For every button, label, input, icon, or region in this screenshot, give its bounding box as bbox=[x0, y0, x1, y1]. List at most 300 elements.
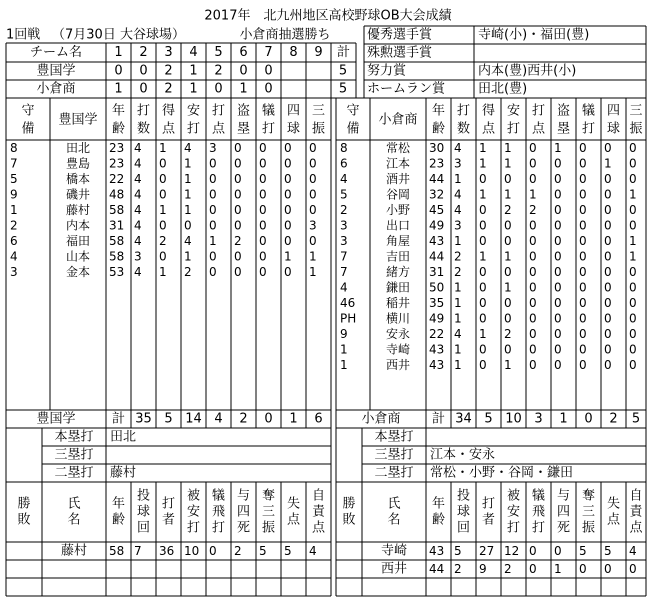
inning-score: 1 bbox=[189, 63, 198, 79]
left-team-header: 豊国学 bbox=[58, 112, 98, 128]
player-stat-age: 32 bbox=[429, 187, 445, 202]
player-stat-bb: 1 bbox=[284, 249, 292, 264]
pitch-stat-ip: 7 bbox=[134, 544, 142, 558]
player-name: 豊島 bbox=[65, 156, 91, 171]
player-stat-ab: 1 bbox=[454, 357, 462, 372]
player-stat-so: 0 bbox=[629, 280, 637, 295]
right-totals-team: 小倉商 bbox=[361, 411, 401, 427]
player-stat-so: 0 bbox=[309, 171, 317, 186]
player-stat-sb: 0 bbox=[554, 342, 562, 357]
player-stat-ab: 3 bbox=[454, 156, 462, 171]
player-stat-so: 0 bbox=[629, 311, 637, 326]
stat-header-bb: 球 bbox=[606, 121, 621, 137]
player-stat-age: 35 bbox=[429, 295, 445, 310]
position-header: 守 bbox=[346, 103, 360, 119]
pitch-stat-er: 4 bbox=[629, 544, 637, 558]
stat-header-rbi: 点 bbox=[211, 121, 226, 137]
player-stat-age: 58 bbox=[109, 202, 125, 217]
player-stat-h: 4 bbox=[184, 140, 192, 155]
pitch-header-bb: 与 bbox=[556, 488, 571, 504]
player-stat-so: 1 bbox=[629, 233, 637, 248]
hit-type-label: 三塁打 bbox=[374, 447, 414, 463]
pitch-header-age: 齢 bbox=[431, 512, 446, 528]
player-stat-ab: 2 bbox=[454, 249, 462, 264]
player-stat-ab: 4 bbox=[134, 202, 142, 217]
player-stat-bb: 0 bbox=[604, 264, 612, 279]
left-total-so: 6 bbox=[314, 411, 323, 427]
player-stat-rbi: 0 bbox=[529, 326, 537, 341]
player-stat-r: 1 bbox=[159, 140, 167, 155]
stat-header-sb: 塁 bbox=[556, 121, 571, 137]
player-name: 横川 bbox=[385, 311, 411, 326]
player-stat-sb: 0 bbox=[554, 156, 562, 171]
player-stat-r: 0 bbox=[479, 233, 487, 248]
player-stat-age: 49 bbox=[429, 311, 445, 326]
stat-header-sb: 盗 bbox=[236, 103, 251, 119]
stat-header-so: 三 bbox=[311, 103, 326, 119]
pitch-header-so: 奪 bbox=[261, 488, 276, 504]
right-total-sb: 1 bbox=[559, 411, 568, 427]
inning-header: 計 bbox=[336, 45, 351, 60]
player-stat-h: 2 bbox=[504, 202, 512, 217]
player-position: PH bbox=[340, 311, 357, 326]
right-total-rbi: 3 bbox=[534, 411, 543, 427]
player-stat-sac: 0 bbox=[579, 280, 587, 295]
pitch-stat-h: 10 bbox=[184, 544, 200, 558]
player-stat-h: 4 bbox=[184, 233, 192, 248]
player-stat-bb: 0 bbox=[604, 187, 612, 202]
pitch-stat-sf: 0 bbox=[209, 544, 217, 558]
pitch-header-r: 失 bbox=[286, 496, 301, 512]
player-position: 7 bbox=[340, 249, 348, 264]
player-stat-r: 1 bbox=[479, 156, 487, 171]
player-stat-sac: 0 bbox=[579, 311, 587, 326]
pitch-stat-ip: 5 bbox=[454, 544, 462, 558]
decision-header: 勝 bbox=[17, 496, 31, 512]
player-stat-h: 1 bbox=[504, 187, 512, 202]
pitch-header-bb: 死 bbox=[556, 520, 571, 536]
player-stat-bb: 0 bbox=[284, 218, 292, 233]
pitch-stat-bf: 36 bbox=[159, 544, 175, 558]
pitch-header-ip: 球 bbox=[136, 504, 151, 520]
player-stat-rbi: 2 bbox=[529, 202, 537, 217]
stat-header-age: 年 bbox=[111, 103, 126, 119]
player-stat-h: 1 bbox=[504, 357, 512, 372]
player-stat-sac: 0 bbox=[579, 295, 587, 310]
player-stat-h: 0 bbox=[184, 218, 192, 233]
player-stat-ab: 1 bbox=[454, 171, 462, 186]
stat-header-h: 安 bbox=[506, 103, 521, 119]
hit-players: 江本・安永 bbox=[430, 447, 496, 463]
player-stat-rbi: 0 bbox=[529, 233, 537, 248]
player-stat-h: 1 bbox=[184, 249, 192, 264]
player-position: 3 bbox=[340, 233, 348, 248]
player-position: 5 bbox=[10, 171, 18, 186]
player-name: 田北 bbox=[65, 140, 91, 155]
player-position: 9 bbox=[10, 187, 18, 202]
stat-header-age: 齢 bbox=[111, 121, 126, 137]
player-stat-bb: 0 bbox=[284, 187, 292, 202]
player-stat-h: 2 bbox=[504, 326, 512, 341]
stat-header-so: 三 bbox=[629, 103, 643, 119]
left-total-sb: 2 bbox=[239, 411, 248, 427]
player-stat-so: 0 bbox=[629, 202, 637, 217]
player-name: 藤村 bbox=[65, 202, 91, 217]
player-stat-bb: 0 bbox=[284, 202, 292, 217]
player-stat-so: 1 bbox=[629, 187, 637, 202]
player-stat-sac: 0 bbox=[579, 326, 587, 341]
pitch-stat-age: 44 bbox=[429, 562, 445, 576]
line-score-team: 豊国学 bbox=[36, 63, 76, 79]
stat-header-sb: 塁 bbox=[236, 121, 251, 137]
player-stat-r: 1 bbox=[479, 187, 487, 202]
left-totals-label: 計 bbox=[111, 411, 126, 427]
player-stat-rbi: 0 bbox=[529, 140, 537, 155]
pitch-header-ip: 回 bbox=[136, 520, 151, 536]
player-stat-age: 31 bbox=[109, 218, 125, 233]
player-position: 3 bbox=[10, 264, 18, 279]
pitch-stat-ip: 2 bbox=[454, 562, 462, 576]
player-stat-rbi: 0 bbox=[529, 357, 537, 372]
player-stat-sac: 0 bbox=[579, 218, 587, 233]
player-stat-so: 0 bbox=[629, 264, 637, 279]
player-stat-so: 0 bbox=[629, 326, 637, 341]
player-stat-sac: 0 bbox=[579, 342, 587, 357]
player-position: 4 bbox=[340, 171, 348, 186]
pitch-header-bf: 打 bbox=[161, 496, 176, 512]
stat-header-so: 振 bbox=[311, 121, 326, 137]
pitch-header-h: 安 bbox=[186, 504, 201, 520]
player-stat-sb: 0 bbox=[234, 140, 242, 155]
player-stat-h: 2 bbox=[184, 264, 192, 279]
player-stat-sb: 0 bbox=[554, 218, 562, 233]
player-stat-so: 0 bbox=[309, 202, 317, 217]
player-stat-r: 0 bbox=[479, 171, 487, 186]
player-stat-sac: 0 bbox=[259, 233, 267, 248]
player-name: 酒井 bbox=[385, 171, 411, 186]
position-header: 守 bbox=[21, 103, 35, 119]
pitch-header-er: 点 bbox=[311, 520, 326, 536]
player-stat-bb: 0 bbox=[604, 202, 612, 217]
stat-header-ab: 数 bbox=[456, 121, 471, 137]
player-stat-sac: 0 bbox=[579, 357, 587, 372]
pitch-header-bb: 与 bbox=[236, 488, 251, 504]
player-stat-rbi: 0 bbox=[209, 264, 217, 279]
inning-header: 3 bbox=[164, 45, 173, 60]
hit-players: 藤村 bbox=[110, 465, 137, 481]
inning-score: 0 bbox=[139, 81, 148, 97]
player-stat-r: 0 bbox=[159, 171, 167, 186]
hit-type-label: 本塁打 bbox=[374, 429, 414, 445]
player-stat-rbi: 0 bbox=[209, 218, 217, 233]
player-stat-so: 0 bbox=[309, 140, 317, 155]
pitch-header-sf: 打 bbox=[531, 520, 546, 536]
player-stat-sac: 0 bbox=[579, 171, 587, 186]
player-name: 橋本 bbox=[65, 171, 91, 186]
player-stat-h: 1 bbox=[184, 187, 192, 202]
pitch-header-h: 安 bbox=[506, 504, 521, 520]
player-position: 5 bbox=[340, 187, 348, 202]
player-name: 稲井 bbox=[385, 295, 411, 310]
award-winner: 内本(豊)西井(小) bbox=[478, 63, 577, 79]
player-stat-ab: 4 bbox=[134, 171, 142, 186]
player-stat-bb: 0 bbox=[284, 171, 292, 186]
player-stat-rbi: 0 bbox=[529, 264, 537, 279]
player-stat-age: 43 bbox=[429, 342, 445, 357]
inning-header: 9 bbox=[314, 45, 323, 60]
player-stat-sac: 0 bbox=[579, 156, 587, 171]
stat-header-h: 打 bbox=[186, 121, 201, 137]
pitch-header-so: 奪 bbox=[581, 488, 596, 504]
hit-type-label: 三塁打 bbox=[54, 447, 94, 463]
inning-score: 1 bbox=[239, 81, 248, 97]
player-stat-sb: 0 bbox=[554, 295, 562, 310]
player-stat-h: 1 bbox=[504, 140, 512, 155]
player-stat-age: 22 bbox=[109, 171, 125, 186]
player-name: 福田 bbox=[65, 233, 91, 248]
player-stat-sac: 0 bbox=[579, 202, 587, 217]
award-label: ホームラン賞 bbox=[367, 81, 446, 97]
player-stat-rbi: 0 bbox=[529, 249, 537, 264]
player-stat-sb: 0 bbox=[554, 202, 562, 217]
player-position: 1 bbox=[10, 202, 18, 217]
player-stat-so: 0 bbox=[629, 357, 637, 372]
pitch-stat-er: 4 bbox=[309, 544, 317, 558]
player-stat-age: 30 bbox=[429, 140, 445, 155]
player-stat-age: 31 bbox=[429, 264, 445, 279]
inning-score: 0 bbox=[214, 81, 223, 97]
pitch-header-r: 失 bbox=[606, 496, 621, 512]
player-stat-sb: 0 bbox=[554, 280, 562, 295]
pitch-header-ip: 投 bbox=[456, 488, 471, 504]
pitch-stat-r: 0 bbox=[604, 562, 612, 576]
stat-header-r: 点 bbox=[481, 121, 496, 137]
player-stat-rbi: 3 bbox=[209, 140, 217, 155]
pitch-stat-bf: 27 bbox=[479, 544, 495, 558]
player-stat-bb: 0 bbox=[604, 326, 612, 341]
player-stat-sb: 2 bbox=[234, 233, 242, 248]
player-stat-r: 2 bbox=[159, 233, 167, 248]
inning-score: 1 bbox=[114, 81, 123, 97]
stat-header-rbi: 点 bbox=[531, 121, 546, 137]
inning-score: 2 bbox=[214, 63, 223, 79]
player-stat-rbi: 0 bbox=[209, 187, 217, 202]
player-stat-so: 3 bbox=[309, 218, 317, 233]
pitch-header-sf: 犠 bbox=[531, 488, 546, 504]
player-stat-rbi: 1 bbox=[529, 187, 537, 202]
player-stat-age: 23 bbox=[109, 156, 125, 171]
pitch-header-er: 自 bbox=[629, 488, 643, 504]
player-stat-h: 0 bbox=[504, 342, 512, 357]
player-stat-h: 1 bbox=[504, 280, 512, 295]
player-stat-sb: 0 bbox=[234, 249, 242, 264]
player-stat-age: 23 bbox=[109, 140, 125, 155]
left-totals-team: 豊国学 bbox=[36, 411, 76, 427]
player-stat-r: 0 bbox=[479, 264, 487, 279]
player-stat-age: 45 bbox=[429, 202, 445, 217]
player-stat-so: 0 bbox=[629, 342, 637, 357]
right-totals-label: 計 bbox=[431, 411, 446, 427]
player-stat-so: 0 bbox=[629, 295, 637, 310]
pitch-header-er: 自 bbox=[311, 488, 326, 504]
pitch-header-bf: 者 bbox=[161, 512, 176, 528]
player-stat-ab: 4 bbox=[454, 187, 462, 202]
player-name: 江本 bbox=[385, 156, 411, 171]
player-stat-ab: 3 bbox=[134, 249, 142, 264]
pitcher-name: 西井 bbox=[380, 561, 408, 577]
player-stat-sb: 0 bbox=[554, 171, 562, 186]
right-total-bb: 2 bbox=[609, 411, 618, 427]
player-stat-bb: 0 bbox=[284, 264, 292, 279]
pitch-stat-sf: 0 bbox=[529, 562, 537, 576]
player-position: 7 bbox=[340, 264, 348, 279]
player-name: 金本 bbox=[65, 264, 91, 279]
player-position: 6 bbox=[340, 156, 348, 171]
inning-header: 7 bbox=[264, 45, 273, 60]
pitch-header-h: 被 bbox=[506, 488, 521, 504]
player-name: 出口 bbox=[385, 218, 411, 233]
pitch-stat-h: 12 bbox=[504, 544, 520, 558]
player-position: 9 bbox=[340, 326, 348, 341]
inning-score: 0 bbox=[114, 63, 123, 79]
player-stat-sac: 0 bbox=[259, 249, 267, 264]
player-stat-age: 53 bbox=[109, 264, 125, 279]
stat-header-r: 得 bbox=[161, 103, 176, 119]
hit-players: 常松・小野・谷岡・鎌田 bbox=[430, 465, 574, 481]
inning-header: 2 bbox=[139, 45, 148, 60]
pitch-stat-bb: 1 bbox=[554, 562, 562, 576]
stat-header-bb: 四 bbox=[286, 103, 301, 119]
player-stat-age: 49 bbox=[429, 218, 445, 233]
player-stat-sb: 0 bbox=[234, 218, 242, 233]
right-total-sac: 0 bbox=[584, 411, 593, 427]
decision-header: 勝 bbox=[342, 496, 356, 512]
player-stat-age: 48 bbox=[109, 187, 125, 202]
pitch-header-sf: 飛 bbox=[531, 504, 546, 520]
player-stat-bb: 0 bbox=[604, 280, 612, 295]
stat-header-sb: 盗 bbox=[556, 103, 571, 119]
player-stat-so: 1 bbox=[629, 249, 637, 264]
player-stat-age: 58 bbox=[109, 249, 125, 264]
player-stat-h: 1 bbox=[184, 171, 192, 186]
player-stat-rbi: 0 bbox=[529, 295, 537, 310]
inning-score: 2 bbox=[164, 63, 173, 79]
inning-score: 2 bbox=[164, 81, 173, 97]
left-total-sac: 0 bbox=[264, 411, 273, 427]
player-name: 磯井 bbox=[65, 187, 91, 202]
pitch-stat-bb: 0 bbox=[554, 544, 562, 558]
left-total-r: 5 bbox=[164, 411, 173, 427]
player-stat-ab: 4 bbox=[134, 264, 142, 279]
player-stat-sb: 0 bbox=[234, 156, 242, 171]
pitcher-name-header: 名 bbox=[67, 512, 81, 528]
player-stat-sac: 0 bbox=[579, 264, 587, 279]
player-stat-sb: 0 bbox=[234, 264, 242, 279]
player-position: 2 bbox=[340, 202, 348, 217]
pitch-stat-h: 2 bbox=[504, 562, 512, 576]
player-stat-h: 1 bbox=[184, 156, 192, 171]
player-stat-h: 1 bbox=[504, 249, 512, 264]
player-stat-bb: 0 bbox=[284, 156, 292, 171]
stat-header-r: 得 bbox=[481, 103, 496, 119]
pitch-header-ip: 球 bbox=[456, 504, 471, 520]
game-date-venue: （7月30日 大谷球場） bbox=[52, 27, 185, 43]
pitch-header-sf: 犠 bbox=[211, 488, 226, 504]
inning-score: 0 bbox=[264, 81, 273, 97]
player-name: 鎌田 bbox=[385, 280, 411, 295]
player-stat-so: 1 bbox=[309, 249, 317, 264]
pitch-stat-sf: 0 bbox=[529, 544, 537, 558]
pitch-header-r: 点 bbox=[286, 512, 301, 528]
stat-header-sac: 犠 bbox=[581, 103, 596, 119]
line-score-team: 小倉商 bbox=[36, 81, 76, 97]
pitcher-name-header: 名 bbox=[387, 512, 401, 528]
player-position: 3 bbox=[340, 218, 348, 233]
pitch-header-r: 点 bbox=[606, 512, 621, 528]
player-stat-age: 50 bbox=[429, 280, 445, 295]
player-stat-sb: 0 bbox=[554, 311, 562, 326]
stat-header-rbi: 打 bbox=[211, 103, 226, 119]
player-stat-r: 0 bbox=[479, 218, 487, 233]
pitch-stat-so: 0 bbox=[579, 562, 587, 576]
player-stat-h: 0 bbox=[504, 264, 512, 279]
stat-header-age: 齢 bbox=[431, 121, 446, 137]
player-stat-r: 0 bbox=[159, 187, 167, 202]
player-stat-sac: 0 bbox=[579, 233, 587, 248]
pitcher-name-header: 氏 bbox=[387, 496, 401, 512]
stat-header-age: 年 bbox=[431, 103, 446, 119]
pitch-stat-age: 43 bbox=[429, 544, 445, 558]
player-stat-sac: 0 bbox=[259, 187, 267, 202]
player-stat-bb: 0 bbox=[604, 249, 612, 264]
player-stat-ab: 4 bbox=[134, 218, 142, 233]
pitch-header-er: 責 bbox=[629, 504, 643, 520]
player-stat-bb: 0 bbox=[284, 233, 292, 248]
pitcher-name: 藤村 bbox=[60, 543, 88, 559]
player-stat-sb: 0 bbox=[554, 264, 562, 279]
pitch-header-ip: 投 bbox=[136, 488, 151, 504]
player-stat-r: 0 bbox=[479, 202, 487, 217]
stat-header-ab: 数 bbox=[136, 121, 151, 137]
player-stat-so: 0 bbox=[309, 156, 317, 171]
player-stat-h: 0 bbox=[504, 311, 512, 326]
player-position: 7 bbox=[10, 156, 18, 171]
player-stat-so: 0 bbox=[309, 233, 317, 248]
pitch-header-h: 被 bbox=[186, 488, 201, 504]
player-stat-ab: 4 bbox=[454, 326, 462, 341]
player-stat-ab: 1 bbox=[454, 311, 462, 326]
player-position: 4 bbox=[10, 249, 18, 264]
pitcher-name-header: 氏 bbox=[67, 496, 81, 512]
player-position: 8 bbox=[340, 140, 348, 155]
pitch-header-er: 点 bbox=[629, 520, 643, 536]
award-winner: 田北(豊) bbox=[478, 81, 528, 97]
inning-score: 0 bbox=[264, 63, 273, 79]
stat-header-h: 安 bbox=[186, 103, 201, 119]
pitch-header-so: 三 bbox=[261, 504, 276, 520]
player-stat-r: 0 bbox=[159, 156, 167, 171]
pitch-stat-so: 5 bbox=[579, 544, 587, 558]
player-stat-bb: 0 bbox=[604, 357, 612, 372]
player-stat-rbi: 0 bbox=[529, 218, 537, 233]
player-stat-h: 0 bbox=[504, 233, 512, 248]
player-stat-age: 43 bbox=[429, 233, 445, 248]
player-name: 小野 bbox=[385, 202, 411, 217]
pitch-header-bf: 者 bbox=[481, 512, 496, 528]
player-stat-so: 0 bbox=[629, 171, 637, 186]
hit-type-label: 二塁打 bbox=[54, 465, 94, 481]
player-stat-ab: 4 bbox=[454, 140, 462, 155]
